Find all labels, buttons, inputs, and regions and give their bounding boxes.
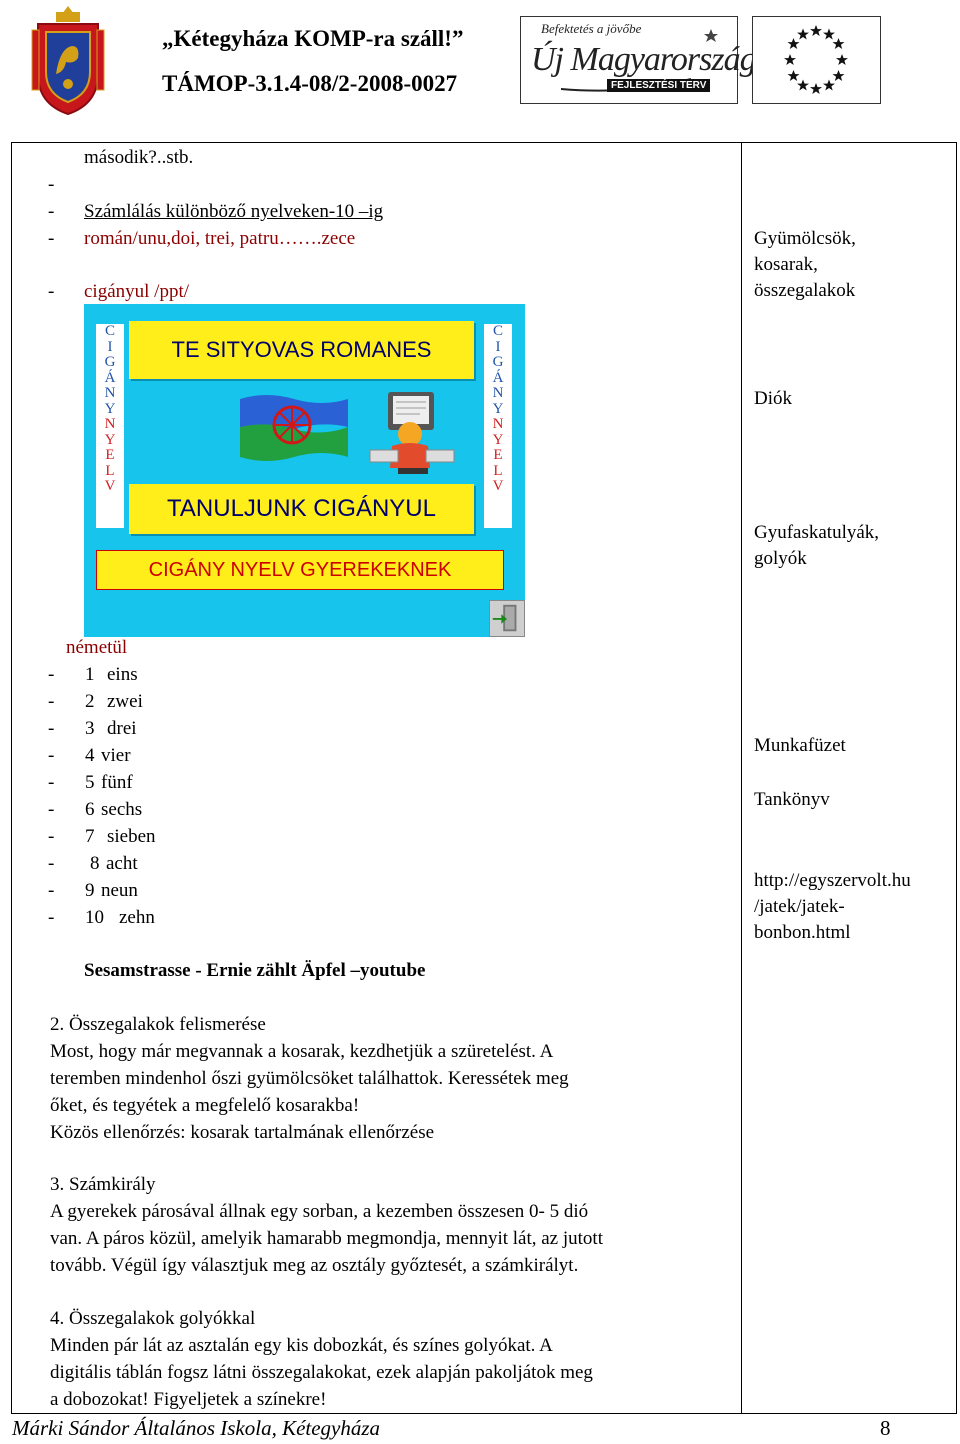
- vertical-letters-right: C I G Á N Y N Y E L V: [484, 324, 512, 528]
- roman-word: román: [84, 228, 133, 249]
- list-item: - 6 sechs: [48, 799, 143, 820]
- romani-flag-image: [236, 391, 352, 465]
- right-text-balls: golyók: [754, 548, 807, 569]
- slide-banner-top: TE SITYOVAS ROMANES: [129, 321, 474, 379]
- list-item: - 7 sieben: [48, 826, 156, 847]
- gypsy-language-slide: [84, 304, 525, 637]
- eu-flag-logo: [752, 16, 881, 104]
- counting-heading: Számlálás különböző nyelveken-10 –ig: [84, 201, 384, 222]
- section-2-text-line: Most, hogy már megvannak a kosarak, kezdhetjük a szüretelést. A: [50, 1041, 554, 1062]
- section-4-title: 4. Összegalakok golyókkal: [50, 1308, 256, 1329]
- list-item: - 5 fünf: [48, 772, 133, 793]
- list-item: - 9 neun: [48, 880, 138, 901]
- right-text-fruits: Gyümölcsök,: [754, 228, 856, 249]
- column-divider: [741, 142, 742, 1414]
- dash-cigany: -: [48, 281, 55, 302]
- section-3-text-line: tovább. Végül így választjuk meg az osztály győztesét, a számkirályt.: [50, 1255, 579, 1276]
- right-text-sums: összegalakok: [754, 280, 856, 301]
- list-item: - 2 zwei: [48, 691, 143, 712]
- right-text-nuts: Diók: [754, 388, 792, 409]
- section-2-text-line: Közös ellenőrzés: kosarak tartalmának ellenőrzése: [50, 1122, 435, 1143]
- sesamstrasse-link[interactable]: Sesamstrasse - Ernie zählt Äpfel –youtube: [84, 960, 426, 981]
- text-masodik: második?..stb.: [84, 147, 194, 168]
- roman-numbers: /unu,doi, trei, patru…….zece: [132, 228, 356, 249]
- vertical-letters-left: C I G Á N Y N Y E L V: [96, 324, 124, 528]
- list-item: - 8 acht: [48, 853, 138, 874]
- list-item: - 10 zehn: [48, 907, 155, 928]
- umft-sub-text: FEJLESZTÉSI TERV: [607, 79, 710, 92]
- footer-school: Márki Sándor Általános Iskola, Kétegyháza: [12, 1416, 381, 1440]
- uj-magyarorszag-logo: [520, 16, 756, 104]
- right-text-baskets: kosarak,: [754, 254, 818, 275]
- section-2-title: 2. Összegalakok felismerése: [50, 1014, 266, 1035]
- section-3-text-line: van. A páros közül, amelyik hamarabb megmondja, mennyit lát, az jutott: [50, 1228, 603, 1249]
- cigany-ppt: cigányul /ppt/: [84, 281, 190, 302]
- dash-counting: -: [48, 201, 55, 222]
- page-number: 8: [880, 1416, 891, 1440]
- project-code: TÁMOP-3.1.4-08/2-2008-0027: [162, 71, 458, 96]
- right-text-workbook: Munkafüzet: [754, 735, 846, 756]
- exit-door-icon[interactable]: [489, 600, 525, 637]
- computer-kid-image: [368, 388, 460, 476]
- roman-line: [84, 228, 355, 250]
- section-3-title: 3. Számkirály: [50, 1174, 156, 1195]
- nemetul-label: németül: [66, 637, 128, 658]
- section-4-text-line: Minden pár lát az asztalán egy kis dobozkát, és színes golyókat. A: [50, 1335, 553, 1356]
- right-link-url[interactable]: http://egyszervolt.hu /jatek/jatek- bonbon.html: [754, 870, 911, 943]
- list-item: - 4 vier: [48, 745, 131, 766]
- section-2-text-line: teremben mindenhol őszi gyümölcsöket találhattok. Keressétek meg: [50, 1068, 569, 1089]
- slide-banner-bottom: CIGÁNY NYELV GYEREKEKNEK: [96, 550, 504, 590]
- dash-empty: -: [48, 174, 55, 195]
- project-title: „Kétegyháza KOMP-ra száll!”: [162, 26, 464, 51]
- list-item: - 1 eins: [48, 664, 138, 685]
- section-2-text-line: őket, és tegyétek a megfelelő kosarakba!: [50, 1095, 360, 1116]
- umft-main-text: Új Magyarország: [531, 41, 756, 78]
- umft-tagline: Befektetés a jövőbe: [541, 21, 642, 36]
- slide-banner-middle: TANULJUNK CIGÁNYUL: [129, 484, 474, 534]
- right-text-textbook: Tankönyv: [754, 789, 830, 810]
- section-4-text-line: a dobozokat! Figyeljetek a színekre!: [50, 1389, 327, 1410]
- right-text-matchboxes: Gyufaskatulyák,: [754, 522, 880, 543]
- list-item: - 3 drei: [48, 718, 137, 739]
- dash-roman: -: [48, 228, 55, 249]
- section-3-text-line: A gyerekek párosával állnak egy sorban, a kezemben összesen 0- 5 dió: [50, 1201, 589, 1222]
- coat-of-arms-logo: [30, 4, 106, 118]
- section-4-text-line: digitális táblán fogsz látni összegalakokat, ezek alapján pakoljátok meg: [50, 1362, 593, 1383]
